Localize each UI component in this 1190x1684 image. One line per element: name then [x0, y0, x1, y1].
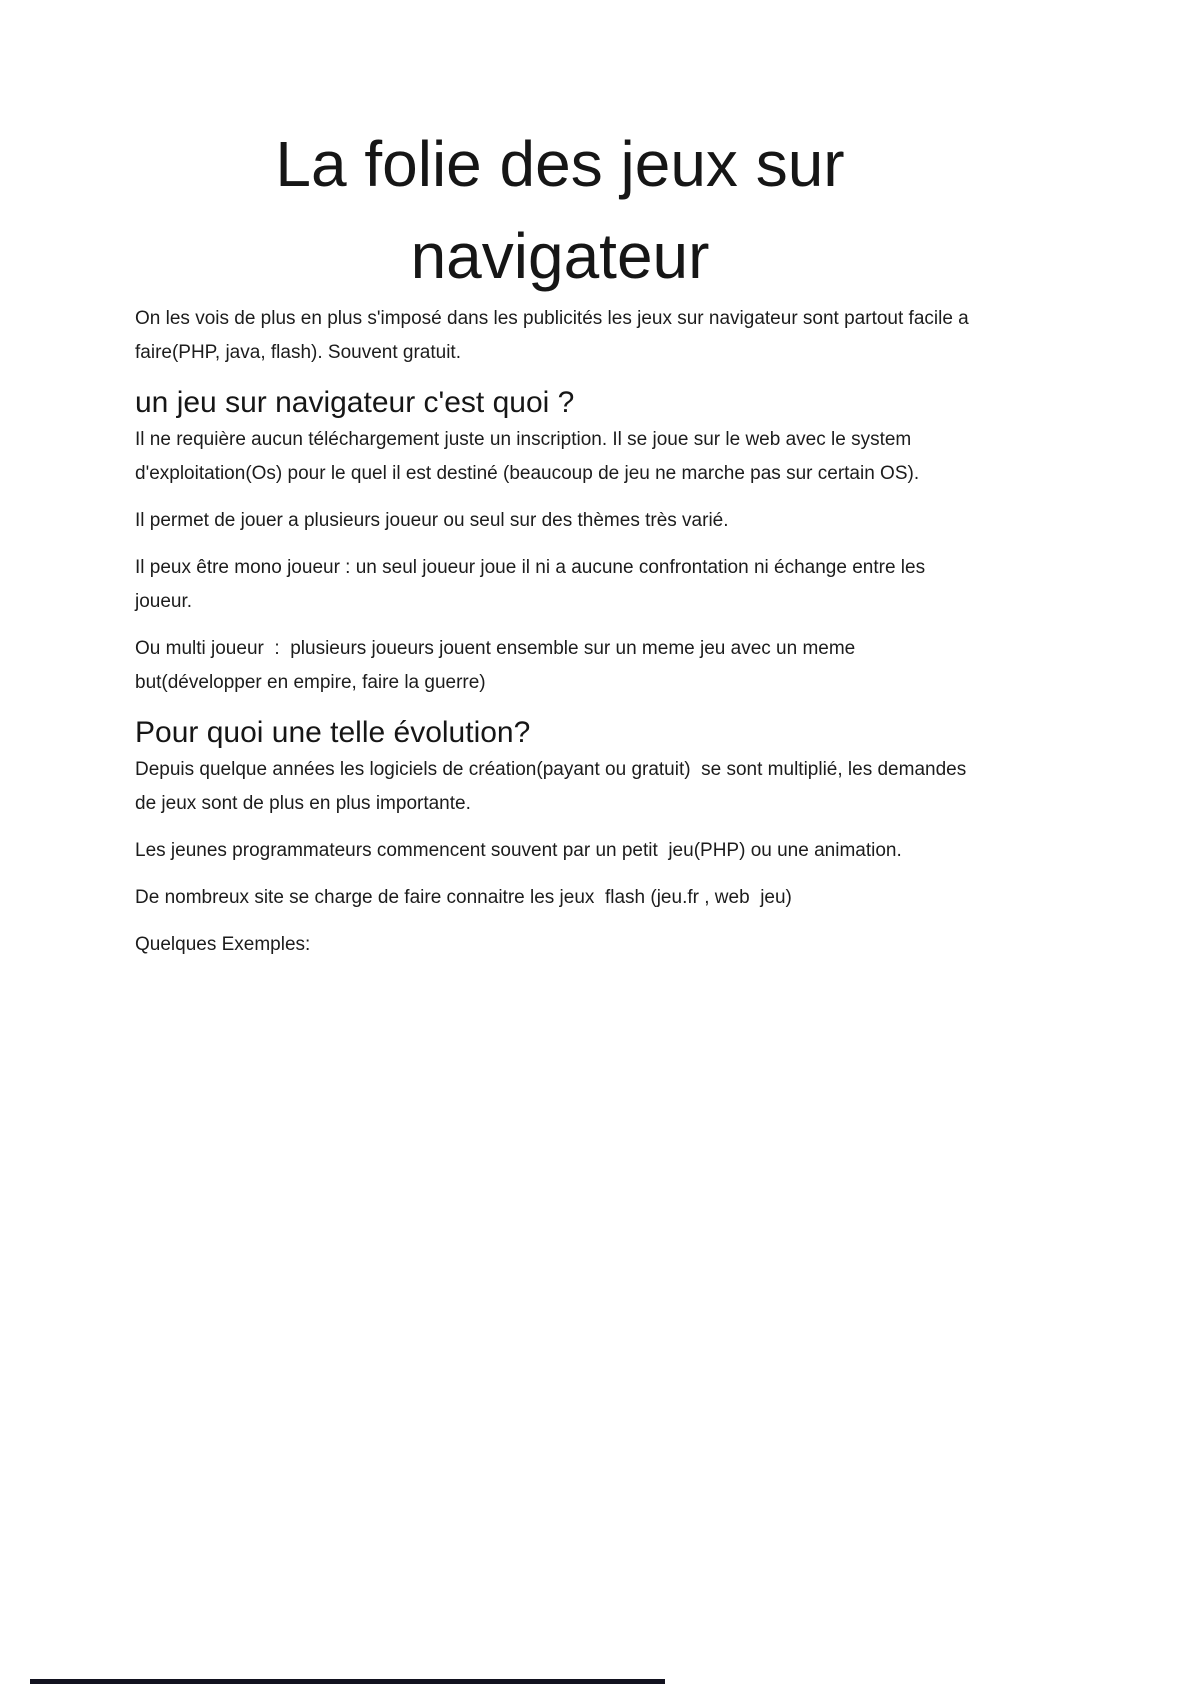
section-heading-definition: un jeu sur navigateur c'est quoi ?: [135, 386, 575, 419]
examples-label: Quelques Exemples:: [135, 934, 311, 955]
intro-paragraph: On les vois de plus en plus s'imposé dans les publicités les jeux sur navigateur sont partout facile a faire(PHP, java, flash). Souvent gratuit.: [135, 308, 975, 363]
paragraph-evolution-3: De nombreux site se charge de faire connaitre les jeux flash (jeu.fr , web jeu): [135, 887, 792, 908]
document-content: [135, 0, 985, 975]
paragraph-definition-2: Il permet de jouer a plusieurs joueur ou seul sur des thèmes très varié.: [135, 510, 729, 531]
next-content-edge-strip: [30, 1679, 665, 1684]
section-heading-evolution: Pour quoi une telle évolution?: [135, 716, 531, 749]
paragraph-evolution-1: Depuis quelque années les logiciels de création(payant ou gratuit) se sont multiplié, les demandes de jeux sont de plus en plus importante.: [135, 759, 972, 814]
page-title: La folie des jeux sur navigateur: [275, 128, 845, 292]
paragraph-definition-4: Ou multi joueur : plusieurs joueurs jouent ensemble sur un meme jeu avec un meme but(développer en empire, faire la guerre): [135, 638, 861, 693]
paragraph-evolution-2: Les jeunes programmateurs commencent souvent par un petit jeu(PHP) ou une animation.: [135, 840, 902, 861]
paragraph-definition-1: Il ne requière aucun téléchargement juste un inscription. Il se joue sur le web avec le system d'exploitation(Os) pour le quel il est destiné (beaucoup de jeu ne marche pas sur certain OS).: [135, 429, 920, 484]
paragraph-definition-3: Il peux être mono joueur : un seul joueur joue il ni a aucune confrontation ni échange entre les joueur.: [135, 557, 931, 612]
